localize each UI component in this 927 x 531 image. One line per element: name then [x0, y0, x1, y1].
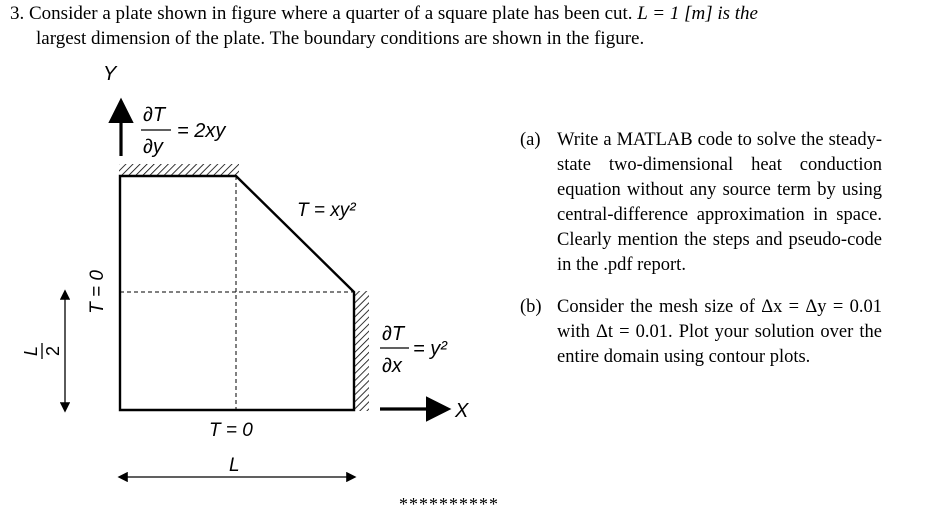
bc-right: [380, 323, 448, 377]
part-a-tag: (a): [520, 130, 541, 150]
bc-right-rhs: = y²: [413, 338, 447, 360]
right-wall-hatch: [354, 291, 369, 411]
part-b-text: Consider the mesh size of Δx = Δy = 0.01 with Δt = 0.01. Plot your solution over the entire domain using contour plots.: [557, 297, 882, 367]
question-parts: [520, 128, 882, 370]
part-a: [520, 128, 882, 278]
problem-line-2: largest dimension of the plate. The boundary conditions are shown in the figure.: [36, 28, 645, 49]
bc-right-denominator: ∂x: [382, 355, 402, 377]
dimension-L-label: L: [229, 455, 240, 476]
bc-top: [141, 104, 226, 158]
dimension-half-L-numerator: L: [21, 345, 41, 357]
bc-top-rhs: = 2xy: [177, 120, 226, 142]
bc-bottom: T = 0: [209, 420, 253, 441]
problem-number: 3.: [10, 3, 25, 24]
bc-right-numerator: ∂T: [382, 323, 405, 345]
part-a-text: Write a MATLAB code to solve the steady-state two-dimensional heat conduction equation without any source term by using central-difference approximation in space. Clearly mention the steps and pseudo-code in the .pdf report.: [557, 130, 882, 275]
problem-line-1: [10, 2, 758, 26]
dimension-half-L-label: [21, 343, 63, 359]
top-wall-hatch: [119, 164, 239, 176]
y-axis-label: Y: [103, 63, 117, 85]
plate-figure: [0, 56, 520, 496]
problem-line-1-text: Consider a plate shown in figure where a quarter of a square plate has been cut.: [29, 3, 633, 24]
dimension-half-L-denominator: 2: [43, 345, 63, 357]
part-b: [520, 295, 882, 370]
bc-left: T = 0: [87, 270, 108, 314]
separator-stars: **********: [399, 494, 499, 514]
x-axis-label: X: [455, 400, 469, 422]
bc-top-numerator: ∂T: [143, 104, 166, 126]
problem-statement: [0, 0, 927, 56]
bc-diagonal: T = xy²: [297, 200, 356, 221]
bc-top-denominator: ∂y: [143, 136, 163, 158]
problem-line-1-equation: L = 1 [m] is the: [637, 3, 758, 24]
part-b-tag: (b): [520, 297, 542, 317]
